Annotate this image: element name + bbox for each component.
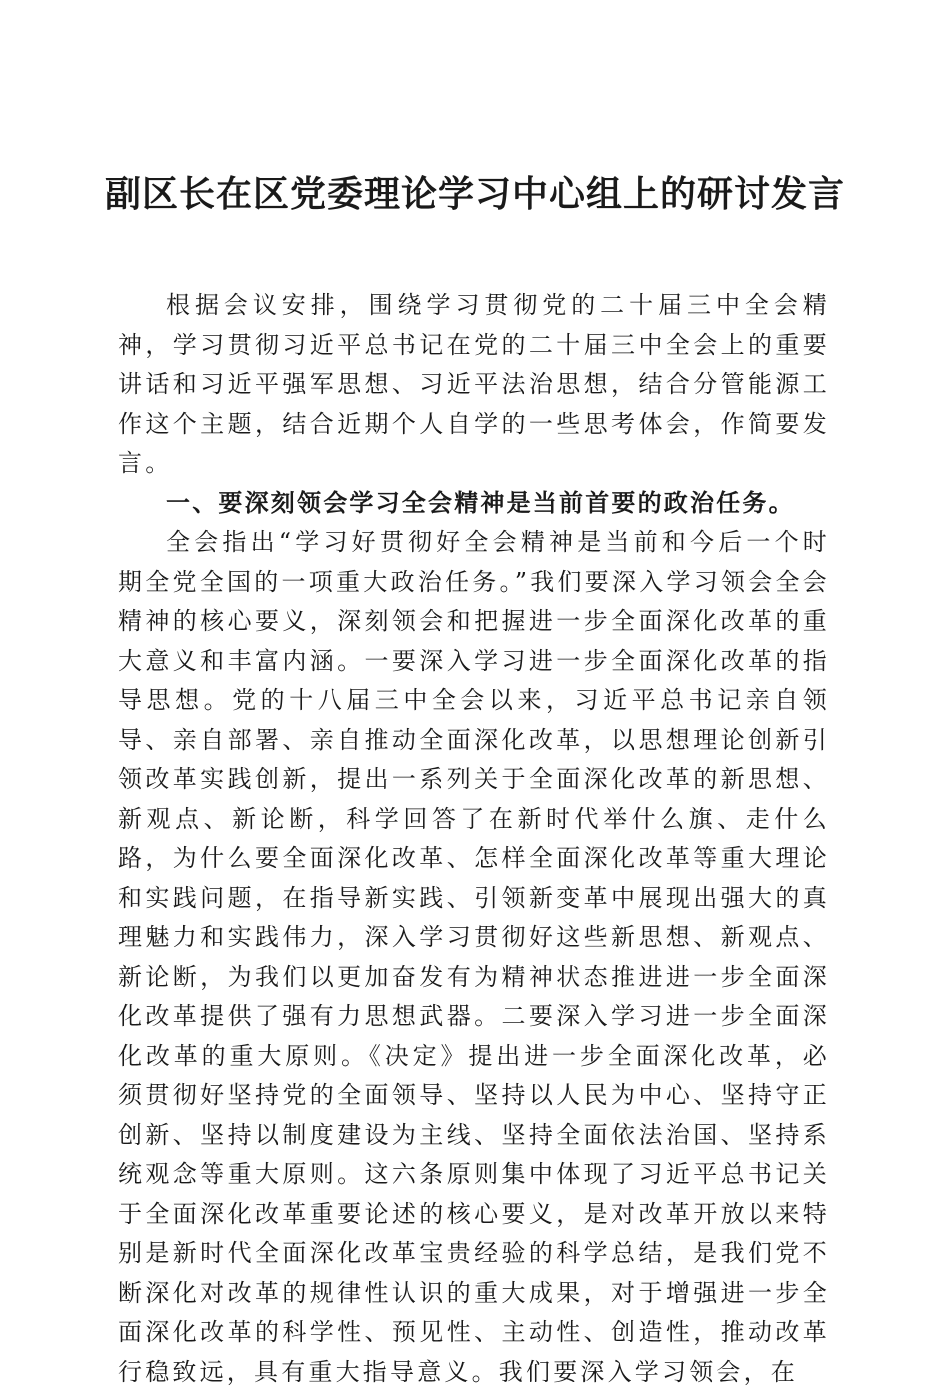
section-1-paragraph: 全会指出“学习好贯彻好全会精神是当前和今后一个时期全党全国的一项重大政治任务。”我们要深入学习领会全会精神的核心要义，深刻领会和把握进一步全面深化改革的重大意义和丰富内涵。一要深入学习进一步全面深化改革的指导思想。党的十八届三中全会以来，习近平总书记亲自领导、亲自部署、亲自推动全面深化改革，以思想理论创新引领改革实践创新，提出一系列关于全面深化改革的新思想、新观点、新论断，科学回答了在新时代举什么旗、走什么路，为什么要全面深化改革、怎样全面深化改革等重大理论和实践问题，在指导新实践、引领新变革中展现出强大的真理魅力和实践伟力，深入学习贯彻好这些新思想、新观点、新论断，为我们以更加奋发有为精神状态推进进一步全面深化改革提供了强有力思想武器。二要深入学习进一步全面深化改革的重大原则。《决定》提出进一步全面深化改革，必须贯彻好坚持党的全面领导、坚持以人民为中心、坚持守正创新、坚持以制度建设为主线、坚持全面依法治国、坚持系统观念等重大原则。这六条原则集中体现了习近平总书记关于全面深化改革重要论述的核心要义，是对改革开放以来特别是新时代全面深化改革宝贵经验的科学总结，是我们党不断深化对改革的规律性认识的重大成果，对于增强进一步全面深化改革的科学性、预见性、主动性、创造性，推动改革行稳致远，具有重大指导意义。我们要深入学习领会，在 [118,528,830,1386]
intro-paragraph: 根据会议安排，围绕学习贯彻党的二十届三中全会精神，学习贯彻习近平总书记在党的二十届三中全会上的重要讲话和习近平强军思想、习近平法治思想，结合分管能源工作这个主题，结合近期个人自学的一些思考体会，作简要发言。 [118,291,830,477]
section-heading-1: 一、要深刻领会学习全会精神是当前首要的政治任务。 [166,488,795,517]
document-body [118,286,830,1392]
document-title: 副区长在区党委理论学习中心组上的研讨发言 [104,173,845,215]
